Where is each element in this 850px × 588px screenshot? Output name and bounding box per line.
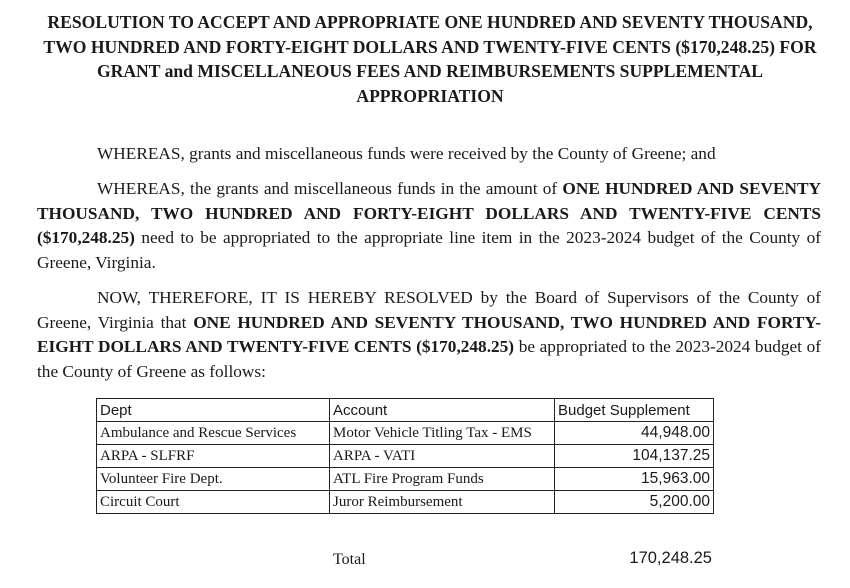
cell-dept: Volunteer Fire Dept. — [97, 468, 330, 491]
total-label: Total — [333, 551, 366, 568]
paragraph-lead: WHEREAS, the grants and miscellaneous funds in the amount of — [97, 179, 563, 198]
paragraph-resolved — [37, 286, 821, 384]
amount-in-words: ONE HUNDRED AND SEVENTY THOUSAND, TWO HUNDRED AND FORTY-EIGHT DOLLARS AND TWENTY-FIVE CENTS ($170,248.25) — [37, 312, 822, 356]
table-row — [97, 422, 714, 445]
table-header-row — [97, 399, 714, 422]
paragraph-whereas-received — [37, 142, 821, 167]
paragraph-text: WHEREAS, grants and miscellaneous funds were received by the County of Greene; and — [97, 144, 716, 163]
paragraph-tail: be appropriated to the 2023-2024 budget of the County of Greene as follows: — [37, 337, 821, 381]
cell-amount: 15,963.00 — [555, 468, 714, 491]
cell-account: Motor Vehicle Titling Tax - EMS — [330, 422, 555, 445]
total-value: 170,248.25 — [629, 549, 712, 567]
budget-table — [96, 398, 714, 514]
paragraph-lead: NOW, THEREFORE, IT IS HEREBY RESOLVED by the Board of Supervisors of the County of Greene, Virginia that — [37, 288, 821, 332]
cell-dept: ARPA - SLFRF — [97, 445, 330, 468]
cell-dept: Ambulance and Rescue Services — [97, 422, 330, 445]
column-header-budget-supplement: Budget Supplement — [555, 399, 714, 422]
cell-amount: 5,200.00 — [555, 491, 714, 514]
cell-account: ATL Fire Program Funds — [330, 468, 555, 491]
resolution-title: RESOLUTION TO ACCEPT AND APPROPRIATE ONE HUNDRED AND SEVENTY THOUSAND, TWO HUNDRED AND FORTY-EIGHT DOLLARS AND TWENTY-FIVE CENTS ($170,248.25) FOR GRANT and MISCELLANEOUS FEES AND REIMBURSEMENTS SUPPLEMENTAL APPROPRIATION — [43, 12, 817, 106]
paragraph-whereas-amount — [37, 177, 821, 275]
cell-dept: Circuit Court — [97, 491, 330, 514]
column-header-account: Account — [330, 399, 555, 422]
cell-account: Juror Reimbursement — [330, 491, 555, 514]
cell-amount: 44,948.00 — [555, 422, 714, 445]
table-row — [97, 491, 714, 514]
column-header-dept: Dept — [97, 399, 330, 422]
cell-account: ARPA - VATI — [330, 445, 555, 468]
amount-in-words: ONE HUNDRED AND SEVENTY THOUSAND, TWO HUNDRED AND FORTY-EIGHT DOLLARS AND TWENTY-FIVE CENTS ($170,248.25) — [37, 179, 821, 247]
table-row — [97, 445, 714, 468]
paragraph-tail: need to be appropriated to the appropriate line item in the 2023-2024 budget of the County of Greene, Virginia. — [37, 228, 821, 272]
cell-amount: 104,137.25 — [555, 445, 714, 468]
table-row — [97, 468, 714, 491]
